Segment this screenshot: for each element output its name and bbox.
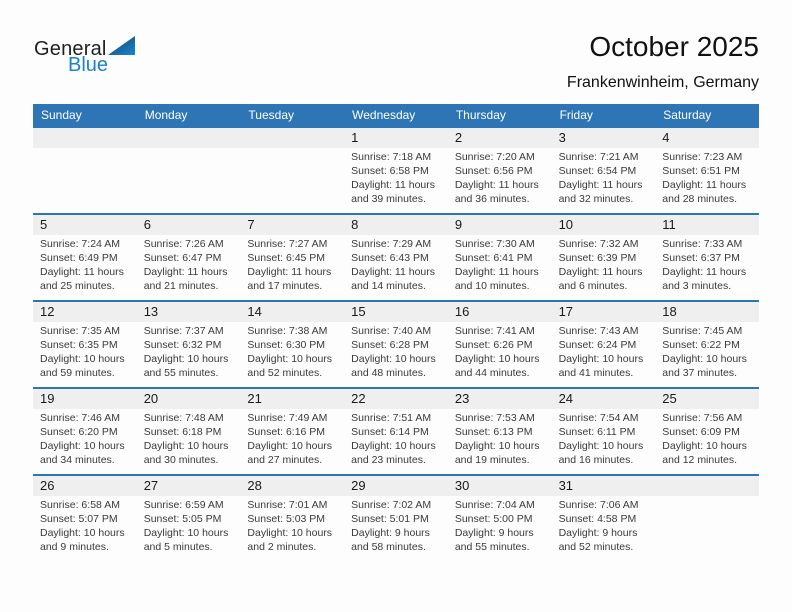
sunset-text: Sunset: 6:56 PM [454,165,533,177]
daylight-minutes-text: and 37 minutes. [662,367,737,379]
sunset-text: Sunset: 6:24 PM [558,339,637,351]
daylight-minutes-text: and 48 minutes. [351,367,426,379]
week-row [33,213,759,300]
day-details-band [33,409,759,474]
daylight-minutes-text: and 23 minutes. [351,454,426,466]
sunrise-text: Sunrise: 7:30 AM [454,238,535,250]
daylight-minutes-text: and 32 minutes. [558,193,634,205]
general-blue-logo [34,36,144,77]
daylight-minutes-text: and 6 minutes. [558,280,628,292]
day-number-band [33,128,759,148]
daylight-hours-text: Daylight: 10 hours [143,527,229,539]
day-number: 7 [247,217,255,232]
sunset-text: Sunset: 6:51 PM [662,165,740,177]
day-cell [552,148,656,213]
daylight-hours-text: Daylight: 10 hours [40,440,125,452]
sunset-text: Sunset: 5:03 PM [247,513,326,525]
day-number: 6 [143,217,151,232]
sunrise-text: Sunrise: 6:59 AM [143,499,224,511]
daylight-hours-text: Daylight: 9 hours [351,527,430,539]
sunset-text: Sunset: 6:14 PM [351,426,429,438]
sunset-text: Sunset: 6:49 PM [40,252,118,264]
day-number: 23 [454,391,470,406]
sunrise-text: Sunrise: 7:56 AM [662,412,743,424]
day-cell [448,235,552,300]
daylight-minutes-text: and 3 minutes. [662,280,732,292]
empty-day-cell [240,148,344,213]
daylight-minutes-text: and 34 minutes. [40,454,115,466]
sunrise-text: Sunrise: 7:23 AM [662,151,743,163]
empty-day-cell [137,148,241,213]
daylight-hours-text: Daylight: 11 hours [247,266,332,278]
page-subtitle: Frankenwinheim, Germany [566,74,759,91]
daylight-minutes-text: and 9 minutes. [40,541,109,553]
daylight-hours-text: Daylight: 10 hours [454,353,540,365]
day-cell [137,235,241,300]
sunrise-text: Sunrise: 7:18 AM [351,151,432,163]
weekday-header-wednesday: Wednesday [352,108,416,122]
day-number: 10 [558,217,574,232]
day-number: 5 [40,217,48,232]
daylight-hours-text: Daylight: 10 hours [351,353,436,365]
sunrise-text: Sunrise: 7:38 AM [247,325,328,337]
sunset-text: Sunset: 6:37 PM [662,252,740,264]
day-number-band [33,215,759,235]
daylight-hours-text: Daylight: 11 hours [143,266,228,278]
sunrise-text: Sunrise: 7:04 AM [454,499,535,511]
day-number: 14 [247,304,262,319]
daylight-minutes-text: and 10 minutes. [454,280,530,292]
sunset-text: Sunset: 6:26 PM [454,339,533,351]
sunrise-text: Sunrise: 7:32 AM [558,238,639,250]
day-number: 2 [454,130,463,145]
sunrise-text: Sunrise: 7:29 AM [351,238,432,250]
daylight-minutes-text: and 28 minutes. [662,193,737,205]
week-row [33,300,759,387]
day-cell [137,322,241,387]
daylight-minutes-text: and 12 minutes. [662,454,737,466]
day-number: 18 [662,304,677,319]
empty-day-number [33,128,137,148]
day-details-band [33,148,759,213]
sunset-text: Sunset: 6:30 PM [247,339,326,351]
sunrise-text: Sunrise: 7:35 AM [40,325,120,337]
day-number: 13 [143,304,159,319]
sunrise-text: Sunrise: 7:43 AM [558,325,639,337]
sunrise-text: Sunrise: 7:33 AM [662,238,743,250]
sunrise-text: Sunrise: 7:27 AM [247,238,328,250]
daylight-hours-text: Daylight: 10 hours [558,353,644,365]
sunrise-text: Sunrise: 7:49 AM [247,412,328,424]
day-number: 29 [351,478,366,493]
daylight-hours-text: Daylight: 10 hours [40,527,125,539]
daylight-hours-text: Daylight: 11 hours [558,266,643,278]
sunset-text: Sunset: 6:54 PM [558,165,637,177]
sunset-text: Sunset: 6:22 PM [662,339,740,351]
daylight-hours-text: Daylight: 10 hours [247,527,333,539]
day-cell [655,235,759,300]
daylight-minutes-text: and 52 minutes. [558,541,634,553]
day-details-band [33,235,759,300]
day-number-band [33,476,759,496]
daylight-hours-text: Daylight: 10 hours [247,353,333,365]
daylight-hours-text: Daylight: 10 hours [558,440,644,452]
day-cell [344,148,448,213]
sunset-text: Sunset: 6:43 PM [351,252,429,264]
sunset-text: Sunset: 6:11 PM [558,426,636,438]
logo-text-general: General [34,38,107,60]
daylight-minutes-text: and 58 minutes. [351,541,426,553]
daylight-minutes-text: and 2 minutes. [247,541,317,553]
day-cell [552,409,656,474]
daylight-hours-text: Daylight: 10 hours [247,440,333,452]
day-number: 4 [662,130,670,145]
sunrise-text: Sunrise: 7:21 AM [558,151,639,163]
daylight-minutes-text: and 55 minutes. [143,367,219,379]
calendar-body [33,126,759,561]
daylight-hours-text: Daylight: 11 hours [662,179,747,191]
empty-day-number [137,128,241,148]
daylight-minutes-text: and 41 minutes. [558,367,634,379]
day-cell [344,409,448,474]
sunset-text: Sunset: 6:32 PM [143,339,222,351]
daylight-minutes-text: and 21 minutes. [143,280,219,292]
sunset-text: Sunset: 6:39 PM [558,252,637,264]
day-cell [448,409,552,474]
daylight-hours-text: Daylight: 10 hours [40,353,125,365]
daylight-hours-text: Daylight: 11 hours [558,179,643,191]
week-row [33,126,759,213]
daylight-minutes-text: and 52 minutes. [247,367,323,379]
weekday-header-thursday: Thursday [455,108,506,122]
daylight-minutes-text: and 55 minutes. [454,541,530,553]
day-number: 27 [143,478,159,493]
daylight-minutes-text: and 19 minutes. [454,454,530,466]
daylight-hours-text: Daylight: 9 hours [558,527,638,539]
empty-day-cell [33,148,137,213]
day-number: 8 [351,217,359,232]
sunset-text: Sunset: 5:01 PM [351,513,429,525]
daylight-minutes-text: and 39 minutes. [351,193,426,205]
daylight-hours-text: Daylight: 10 hours [662,353,747,365]
daylight-minutes-text: and 44 minutes. [454,367,530,379]
daylight-hours-text: Daylight: 10 hours [662,440,747,452]
day-cell [655,148,759,213]
day-number: 1 [351,130,359,145]
sunrise-text: Sunrise: 6:58 AM [40,499,120,511]
page-title: October 2025 [589,31,759,62]
daylight-hours-text: Daylight: 11 hours [351,266,435,278]
weekday-header-friday: Friday [559,108,593,122]
sunrise-text: Sunrise: 7:46 AM [40,412,120,424]
day-number: 3 [558,130,566,145]
day-number: 26 [40,478,55,493]
day-cell [33,409,137,474]
weekday-header-saturday: Saturday [663,108,712,122]
daylight-hours-text: Daylight: 11 hours [454,179,539,191]
sunset-text: Sunset: 6:58 PM [351,165,429,177]
weekday-header-monday: Monday [144,108,188,122]
day-cell [240,235,344,300]
sunset-text: Sunset: 6:45 PM [247,252,326,264]
day-cell [655,322,759,387]
sunset-text: Sunset: 6:41 PM [454,252,533,264]
sunrise-text: Sunrise: 7:02 AM [351,499,432,511]
day-cell [552,235,656,300]
sunset-text: Sunset: 6:20 PM [40,426,118,438]
daylight-hours-text: Daylight: 11 hours [40,266,124,278]
daylight-hours-text: Daylight: 11 hours [662,266,747,278]
day-cell [240,409,344,474]
sunrise-text: Sunrise: 7:51 AM [351,412,432,424]
day-cell [137,409,241,474]
day-number: 16 [454,304,470,319]
sunset-text: Sunset: 6:35 PM [40,339,118,351]
sunset-text: Sunset: 6:28 PM [351,339,429,351]
daylight-minutes-text: and 59 minutes. [40,367,115,379]
day-cell [448,148,552,213]
sunset-text: Sunset: 6:13 PM [454,426,533,438]
day-number: 19 [40,391,55,406]
day-cell [552,496,656,561]
weekday-header-sunday: Sunday [41,108,82,122]
day-number: 20 [143,391,159,406]
day-cell [655,409,759,474]
day-cell [240,322,344,387]
day-cell [137,496,241,561]
day-number: 21 [247,391,262,406]
daylight-minutes-text: and 36 minutes. [454,193,530,205]
sunrise-text: Sunrise: 7:26 AM [143,238,224,250]
day-number: 11 [662,217,676,232]
month-calendar [33,104,759,561]
day-cell [33,496,137,561]
daylight-hours-text: Daylight: 11 hours [454,266,539,278]
daylight-hours-text: Daylight: 10 hours [351,440,436,452]
day-cell [33,235,137,300]
sunrise-text: Sunrise: 7:24 AM [40,238,120,250]
week-row [33,387,759,474]
day-cell [240,496,344,561]
day-number: 22 [351,391,366,406]
day-number: 30 [454,478,470,493]
day-number: 12 [40,304,55,319]
sunrise-text: Sunrise: 7:54 AM [558,412,639,424]
sunset-text: Sunset: 4:58 PM [558,513,637,525]
daylight-hours-text: Daylight: 10 hours [143,440,229,452]
sunrise-text: Sunrise: 7:41 AM [454,325,535,337]
day-cell [33,322,137,387]
day-number: 28 [247,478,262,493]
day-cell [344,322,448,387]
daylight-hours-text: Daylight: 10 hours [454,440,540,452]
daylight-minutes-text: and 17 minutes. [247,280,323,292]
day-cell [552,322,656,387]
day-number: 24 [558,391,574,406]
daylight-minutes-text: and 27 minutes. [247,454,323,466]
day-cell [448,496,552,561]
sunrise-text: Sunrise: 7:40 AM [351,325,432,337]
day-details-band [33,322,759,387]
daylight-minutes-text: and 5 minutes. [143,541,213,553]
day-cell [344,235,448,300]
sunrise-text: Sunrise: 7:48 AM [143,412,224,424]
weekday-header-row [33,104,759,126]
sunset-text: Sunset: 5:00 PM [454,513,533,525]
day-number: 31 [558,478,574,493]
day-cell [344,496,448,561]
empty-day-number [240,128,344,148]
logo-text-blue: Blue [68,54,109,76]
daylight-hours-text: Daylight: 10 hours [143,353,229,365]
day-number-band [33,389,759,409]
sunrise-text: Sunrise: 7:06 AM [558,499,639,511]
day-number: 17 [558,304,574,319]
sunrise-text: Sunrise: 7:53 AM [454,412,535,424]
daylight-hours-text: Daylight: 9 hours [454,527,534,539]
day-cell [448,322,552,387]
sunset-text: Sunset: 6:18 PM [143,426,222,438]
sunrise-text: Sunrise: 7:01 AM [247,499,328,511]
day-details-band [33,496,759,561]
logo-triangle-icon [108,36,135,60]
sunrise-text: Sunrise: 7:20 AM [454,151,535,163]
sunset-text: Sunset: 6:09 PM [662,426,740,438]
daylight-minutes-text: and 16 minutes. [558,454,634,466]
day-number: 25 [662,391,677,406]
daylight-minutes-text: and 14 minutes. [351,280,426,292]
sunrise-text: Sunrise: 7:37 AM [143,325,224,337]
empty-day-number [655,476,759,496]
day-number-band [33,302,759,322]
sunset-text: Sunset: 5:05 PM [143,513,222,525]
sunset-text: Sunset: 5:07 PM [40,513,118,525]
sunrise-text: Sunrise: 7:45 AM [662,325,743,337]
daylight-hours-text: Daylight: 11 hours [351,179,435,191]
sunset-text: Sunset: 6:16 PM [247,426,326,438]
daylight-minutes-text: and 30 minutes. [143,454,219,466]
day-number: 9 [454,217,463,232]
daylight-minutes-text: and 25 minutes. [40,280,115,292]
sunset-text: Sunset: 6:47 PM [143,252,222,264]
empty-day-cell [655,496,759,561]
day-number: 15 [351,304,366,319]
weekday-header-tuesday: Tuesday [248,108,295,122]
week-row [33,474,759,561]
